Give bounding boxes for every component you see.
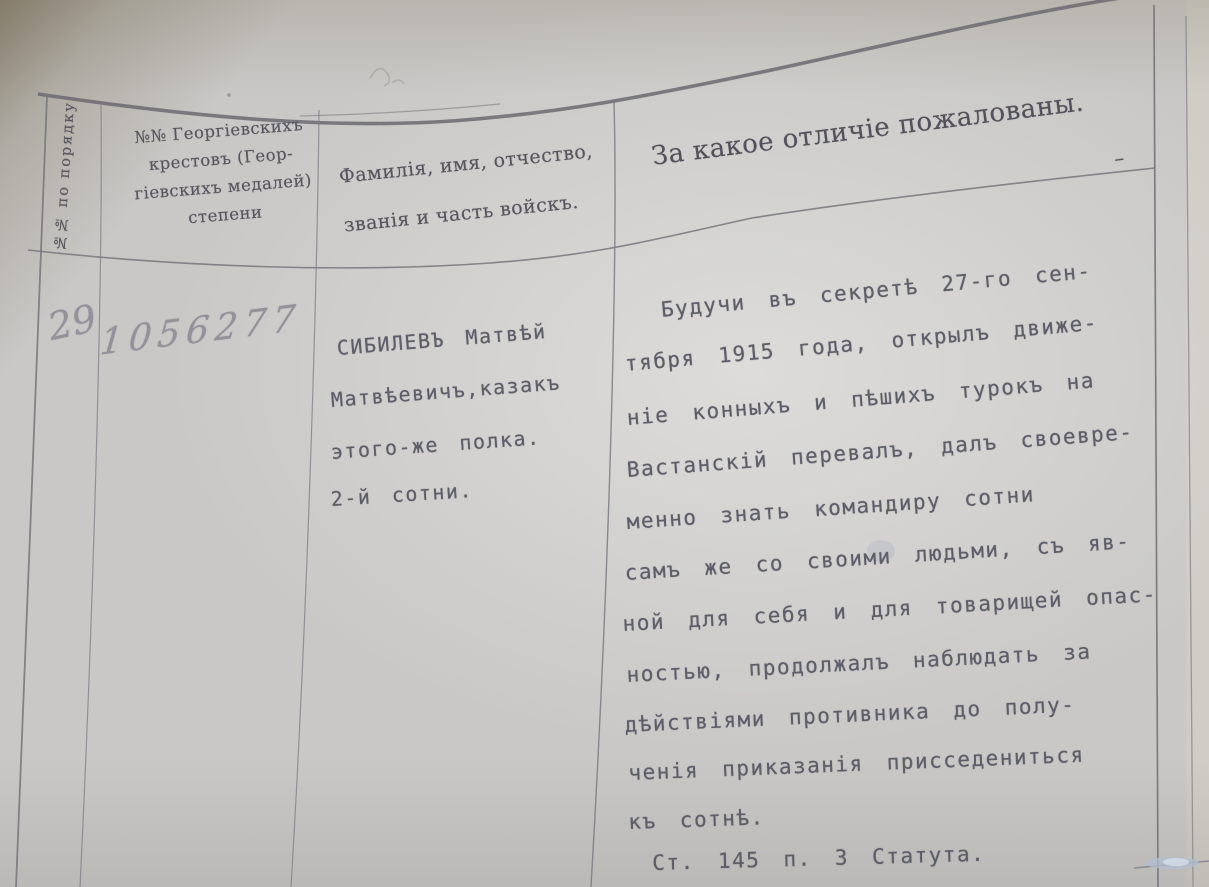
col-header-name-line: Фамилія, имя, отчество, [338,140,594,188]
col-separator-3 [591,102,615,887]
merit-line: менно знать командиру сотни [626,482,1036,534]
page-edge-line [1186,16,1193,887]
merit-line: Вастанскій перевалъ, далъ своевре- [626,419,1135,482]
order-number-handwritten: 29 [44,295,101,350]
name-line: этого-же полка. [330,425,542,464]
merit-line: ностью, продолжалъ наблюдать за [626,639,1093,687]
name-line: Матвѣевичъ,казакъ [330,370,562,412]
merit-line: къ сотнѣ. [628,805,766,834]
col-header-award-no-line: №№ Георгіевскихъ [133,114,304,148]
award-number-handwritten: 1056277 [98,297,303,364]
correction-mark-core [1163,858,1189,866]
table-left-border [16,96,47,887]
header-trailing-dash: – [1112,145,1126,171]
pencil-squiggle [370,69,404,86]
col-separator-1 [80,104,101,887]
col-header-merit: За какое отличіе пожалованы. [650,87,1086,172]
col-header-name-line: званія и часть войскъ. [342,190,580,237]
merit-line: тября 1915 года, открылъ движе- [624,310,1099,376]
merit-line: ніе конныхъ и пѣшихъ турокъ на [626,368,1096,430]
merit-line: самъ же со своими людьми, съ яв- [624,529,1132,585]
merit-line: ченія приказанія присседениться [628,742,1086,785]
col-header-award-no-line: гіевскихъ медалей) [133,170,313,204]
ink-speck [227,93,231,97]
col-separator-2 [291,110,319,887]
statute-reference: Ст. 145 п. 3 Статута. [652,841,986,875]
col-header-award-no-line: крестовъ (Геор- [148,143,294,175]
col-header-order-no: №№ по порядку [51,100,79,251]
top-rule-double [300,104,500,116]
merit-line: ной для себя и для товарищей опас- [622,582,1158,636]
col-header-award-no [111,109,333,237]
col-header-award-no-line: степени [187,202,264,228]
table-right-border [1154,5,1158,887]
name-line: 2-й сотни. [330,478,474,511]
name-line: СИБИЛЕВЪ Матвѣй [336,319,548,360]
merit-line: Будучи въ секретѣ 27-го сен- [660,258,1093,322]
merit-line: дѣйствіями противника до полу- [624,692,1076,737]
